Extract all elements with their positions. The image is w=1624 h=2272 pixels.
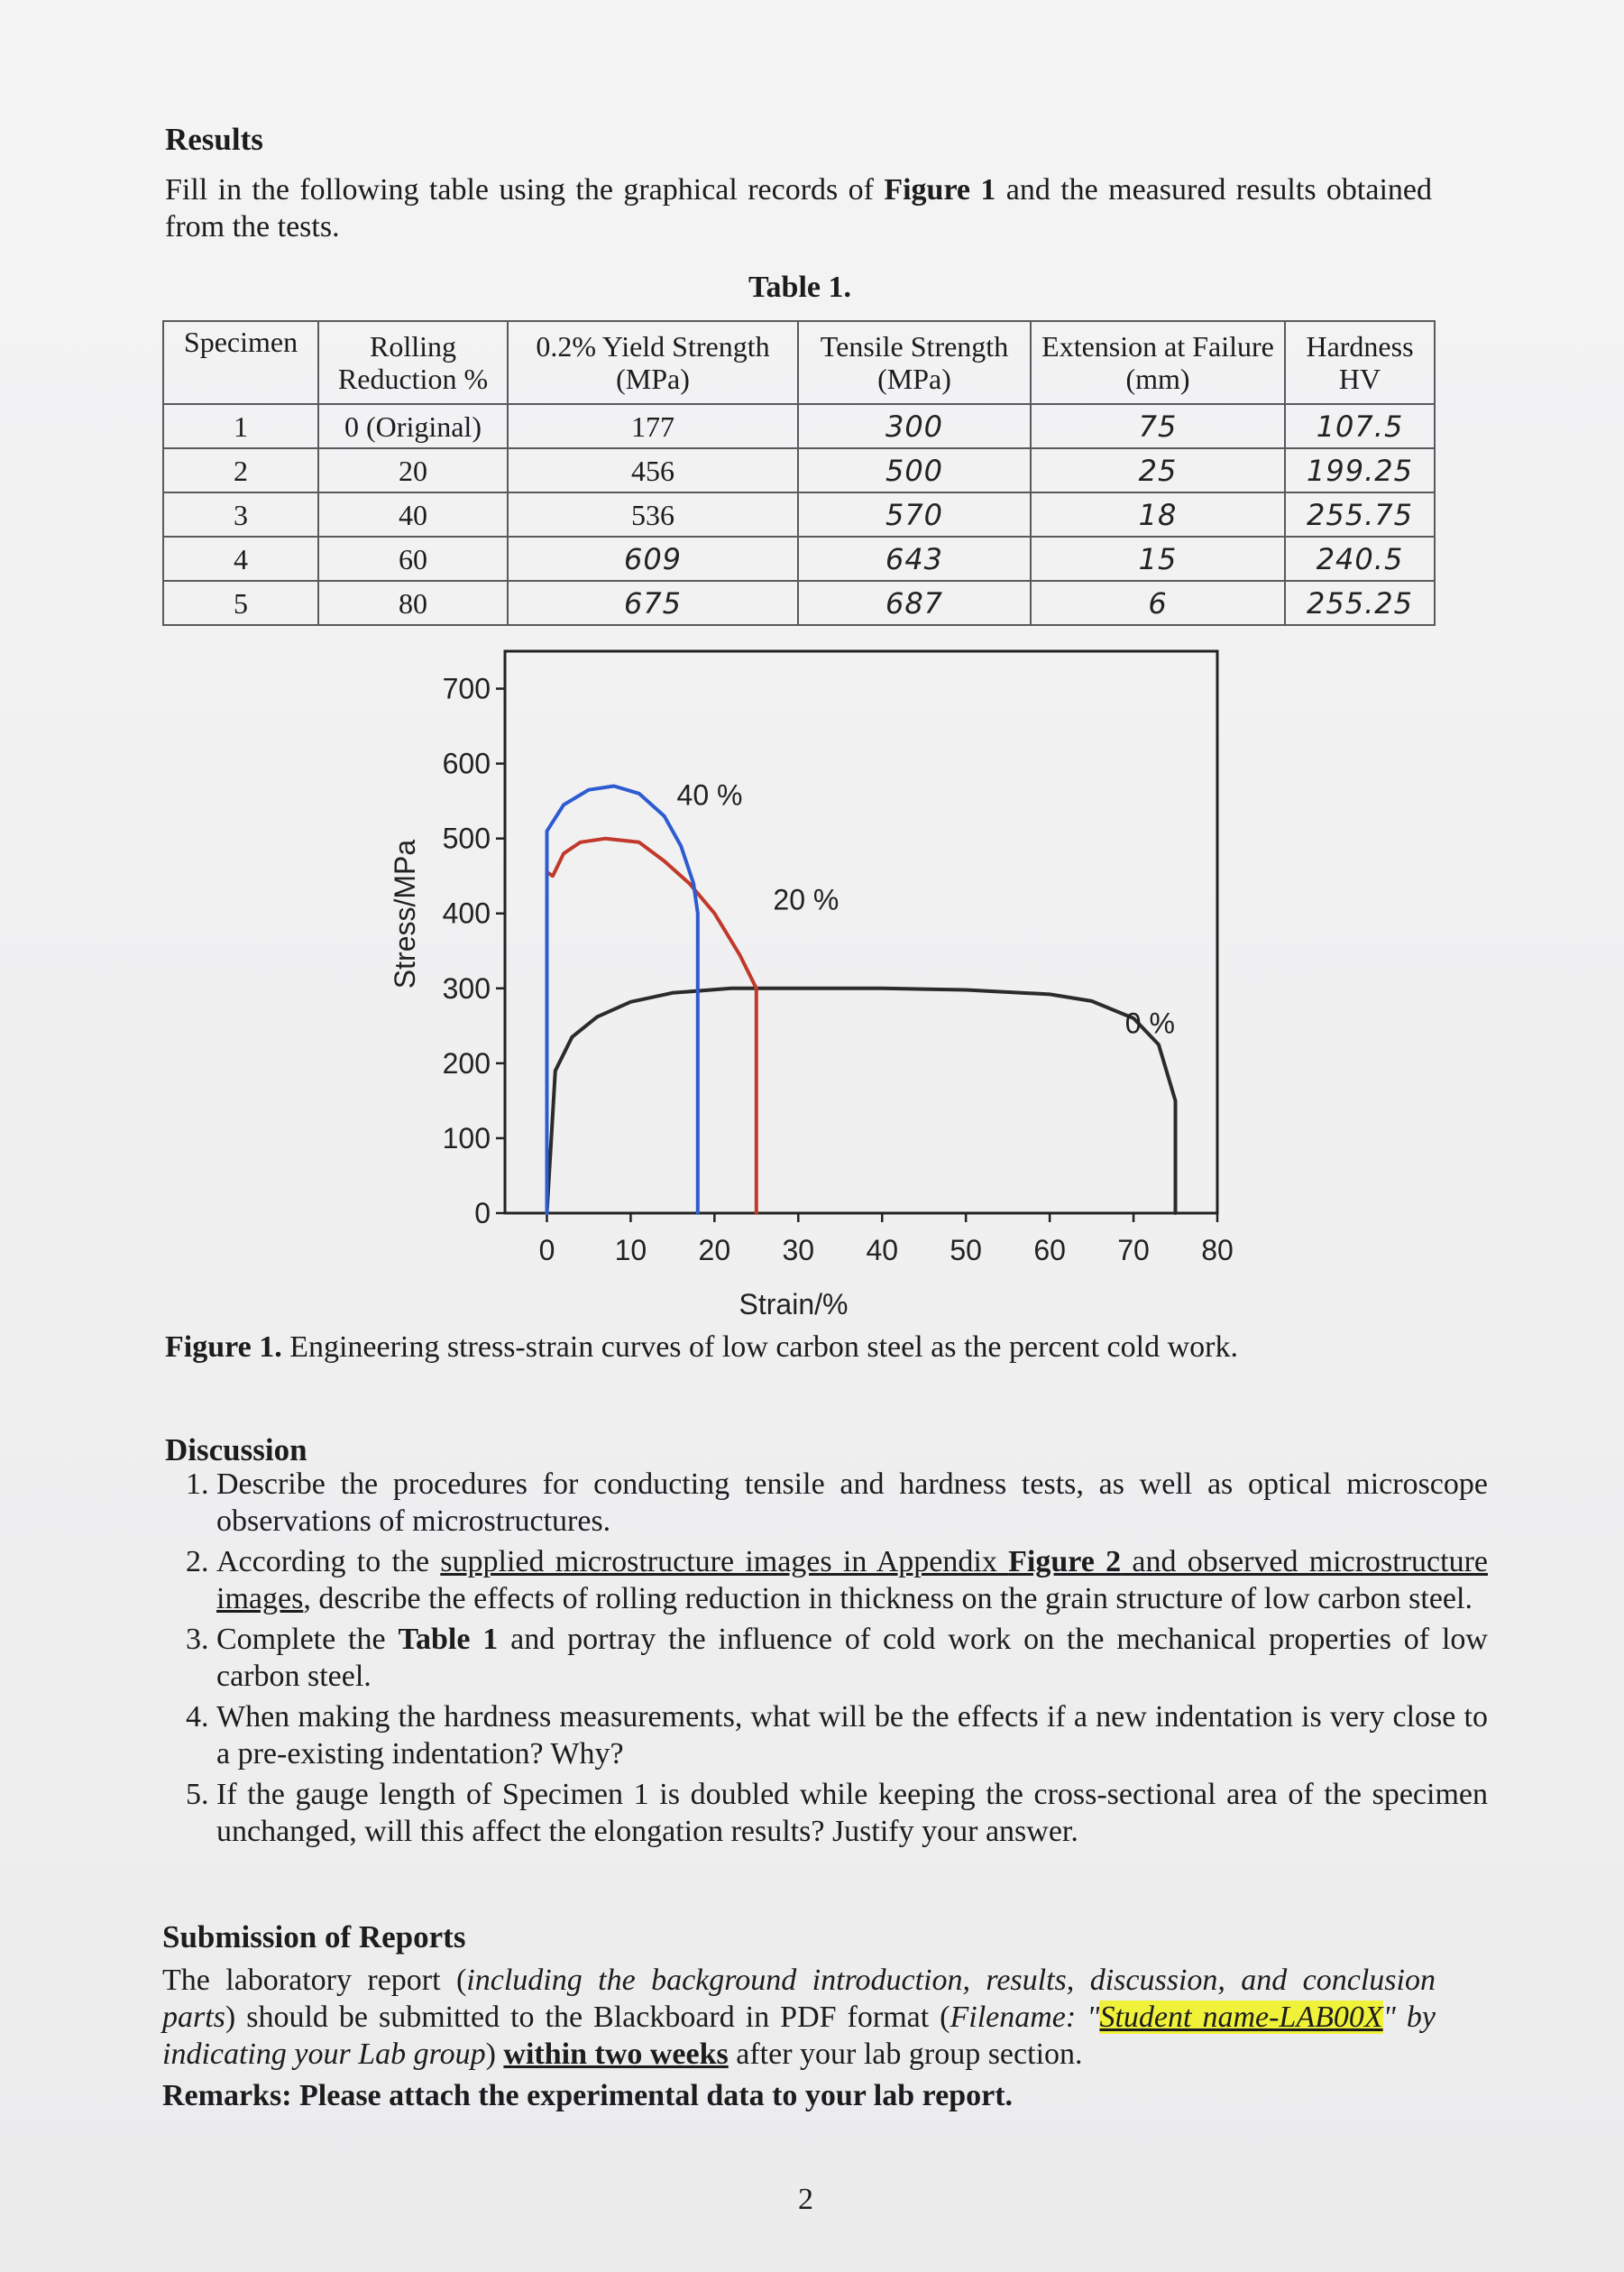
cell-specimen: 2 [163,448,318,492]
y-tick-label: 200 [442,1046,491,1080]
list-item: 3. Complete the Table 1 and portray the influence of cold work on the mechanical properties of low carbon steel. [216,1621,1488,1695]
header-tensile-strength: Tensile Strength (MPa) [798,321,1031,404]
plot-frame [505,651,1217,1213]
list-item: 1. Describe the procedures for conducting tensile and hardness tests, as well as optical microscope observations of microstructures. [216,1466,1488,1540]
y-tick-label: 0 [474,1197,491,1229]
cell-reduction: 80 [318,581,508,625]
discussion-heading: Discussion [165,1432,307,1467]
cell-tensile: 687 [798,581,1031,625]
cell-extension: 75 [1031,404,1285,448]
cell-hardness: 240.5 [1285,537,1435,581]
x-tick-label: 0 [538,1234,555,1266]
cell-yield: 536 [508,492,798,537]
table-row [163,581,1435,625]
y-tick-label: 300 [442,971,491,1005]
header-extension: Extension at Failure (mm) [1031,321,1285,404]
cell-hardness: 255.75 [1285,492,1435,537]
x-tick-label: 70 [1117,1234,1150,1266]
figure-caption [165,1330,1238,1365]
deadline-text: within two weeks [503,2037,729,2071]
cell-hardness: 107.5 [1285,404,1435,448]
series-line-0pct [547,989,1176,1213]
y-tick-label: 600 [442,747,491,780]
intro-text-2: and the measured results obtained from the tests. [165,173,1432,244]
table-title: Table 1. [748,271,852,304]
highlighted-filename: Student name-LAB00X [1099,2001,1383,2034]
intro-figure-ref: Figure 1 [884,173,996,207]
x-axis-label: Strain/% [739,1288,849,1320]
cell-tensile: 500 [798,448,1031,492]
header-hardness: Hardness HV [1285,321,1435,404]
results-intro [165,171,1432,245]
list-item: 2. According to the supplied microstructure images in Appendix Figure 2 and observed microstructure images, describe the effects of rolling reduction in thickness on the grain structure of low carbon steel. [216,1543,1488,1617]
x-tick-label: 60 [1033,1234,1066,1266]
header-yield-strength: 0.2% Yield Strength (MPa) [508,321,798,404]
page-number: 2 [798,2183,813,2216]
list-item: 4. When making the hardness measurements, what will be the effects if a new indentation is very close to a pre-existing indentation? Why? [216,1698,1488,1772]
intro-text-1: Fill in the following table using the graphical records of [165,173,885,207]
cell-extension: 18 [1031,492,1285,537]
y-tick-label: 700 [442,672,491,705]
x-tick-label: 30 [782,1234,815,1266]
cell-specimen: 3 [163,492,318,537]
cell-extension: 6 [1031,581,1285,625]
y-tick-label: 400 [442,897,491,930]
cell-extension: 15 [1031,537,1285,581]
cell-tensile: 570 [798,492,1031,537]
cell-yield: 609 [508,537,798,581]
cell-tensile: 643 [798,537,1031,581]
y-tick-label: 100 [442,1121,491,1154]
results-heading: Results [165,122,263,157]
submission-heading: Submission of Reports [162,1919,466,1955]
table-row [163,448,1435,492]
cell-reduction: 20 [318,448,508,492]
cell-reduction: 40 [318,492,508,537]
cell-hardness: 255.25 [1285,581,1435,625]
series-line-20pct [547,839,757,1213]
cell-specimen: 4 [163,537,318,581]
x-tick-label: 40 [866,1234,899,1266]
table-row [163,537,1435,581]
cell-tensile: 300 [798,404,1031,448]
discussion-list [162,1466,1488,1853]
cell-yield: 456 [508,448,798,492]
y-tick-label: 500 [442,822,491,855]
submission-text: The laboratory report (including the background introduction, results, discussion, and conclusion parts) should be submitted to the Blackboard in PDF format (Filename: "Student name-LAB00X" by indicating your Lab group) within two weeks after your lab group section. [162,1964,1436,2071]
cell-reduction: 0 (Original) [318,404,508,448]
figure-1 [361,631,1244,1326]
results-table [162,320,1436,626]
curve-label: 0 % [1124,1007,1175,1040]
cell-specimen: 1 [163,404,318,448]
cell-specimen: 5 [163,581,318,625]
x-tick-label: 10 [614,1234,647,1266]
cell-extension: 25 [1031,448,1285,492]
header-rolling-reduction: Rolling Reduction % [318,321,508,404]
cell-reduction: 60 [318,537,508,581]
x-tick-label: 50 [950,1234,982,1266]
stress-strain-chart [361,631,1244,1326]
x-tick-label: 80 [1201,1234,1234,1266]
cell-hardness: 199.25 [1285,448,1435,492]
cell-yield: 177 [508,404,798,448]
table-row [163,404,1435,448]
y-axis-label: Stress/MPa [389,839,421,989]
cell-yield: 675 [508,581,798,625]
table-header-row [163,321,1435,404]
list-item: 5. If the gauge length of Specimen 1 is doubled while keeping the cross-sectional area of the specimen unchanged, will this affect the elongation results? Justify your answer. [216,1776,1488,1850]
caption-text: Engineering stress-strain curves of low carbon steel as the percent cold work. [281,1330,1238,1364]
table-row [163,492,1435,537]
remarks: Remarks: Please attach the experimental data to your lab report. [162,2079,1014,2112]
curve-label: 20 % [773,883,840,916]
header-specimen: Specimen [163,321,318,404]
x-tick-label: 20 [698,1234,731,1266]
caption-label: Figure 1. [165,1330,282,1364]
curve-label: 40 % [676,778,743,812]
